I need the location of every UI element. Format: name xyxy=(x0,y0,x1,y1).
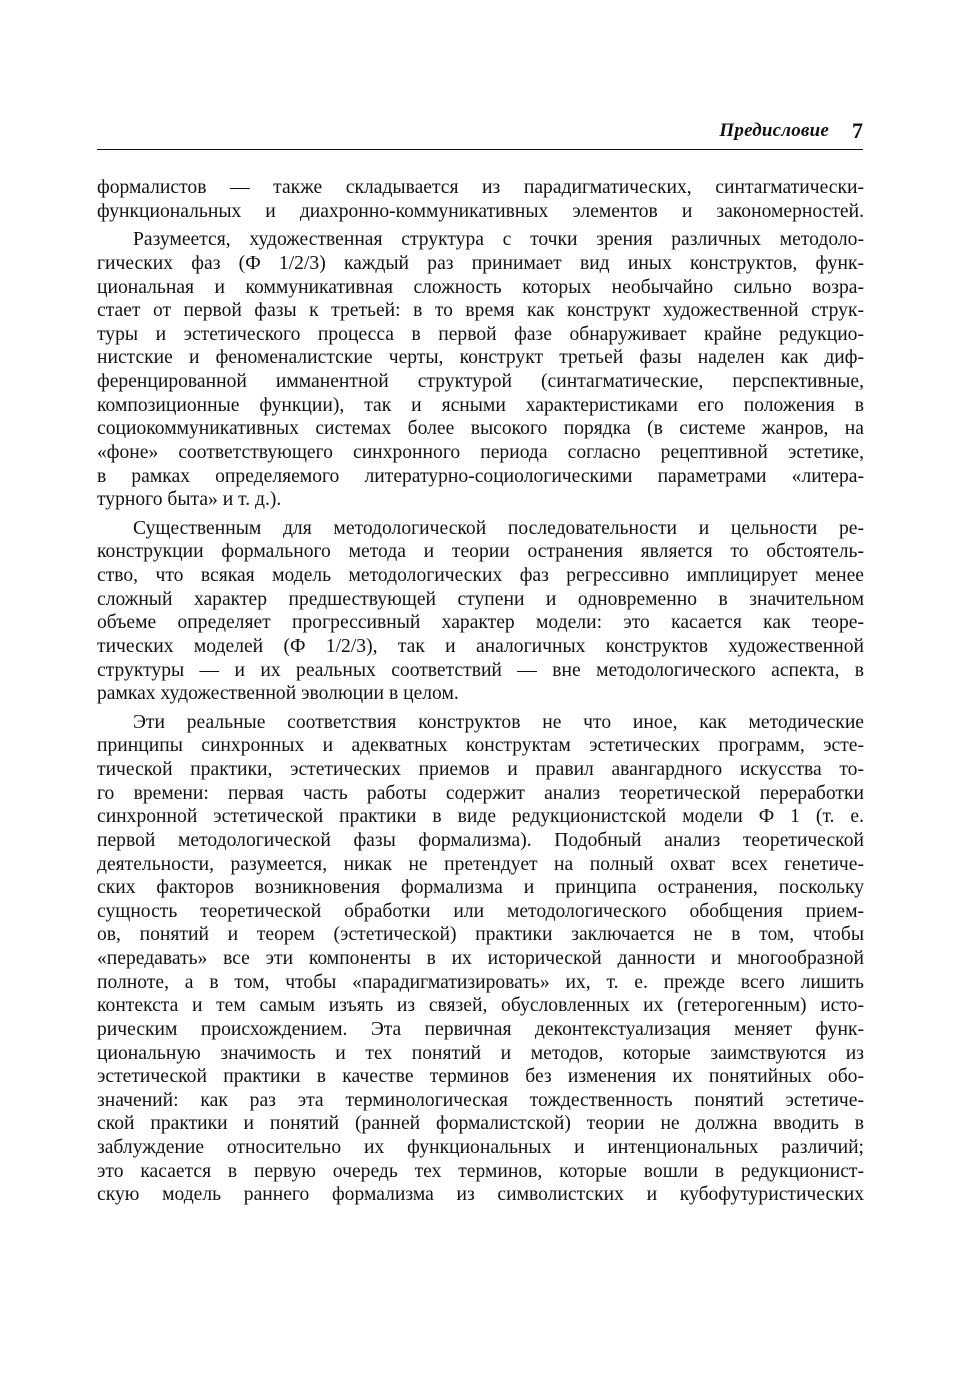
text-line: принципы синхронных и адекватных конструктам эстетических программ, эсте- xyxy=(97,735,864,757)
text-line: композиционные функции), так и ясными характеристиками его положения в xyxy=(97,394,864,416)
text-line: Эти реальные соответствия конструктов не что иное, как методические xyxy=(133,711,864,733)
text-line: деятельности, разумеется, никак не претендует на полный охват всех генетиче- xyxy=(97,853,864,875)
text-line: рамках художественной эволюции в целом. xyxy=(97,683,459,705)
text-line: сложный характер предшествующей ступени и одновременно в значительном xyxy=(97,588,864,610)
text-line: контекста и тем самым изъять из связей, обусловленных их (гетерогенным) исто- xyxy=(97,995,864,1017)
text-line: «передавать» все эти компоненты в их исторической данности и многообразной xyxy=(97,948,864,969)
text-line: рическим происхождением. Эта первичная деконтекстуализация меняет функ- xyxy=(97,1018,864,1040)
running-title: Предисловие xyxy=(719,120,829,141)
text-line: ских факторов возникновения формализма и принципа остранения, поскольку xyxy=(97,877,864,899)
text-line: полноте, а в том, чтобы «парадигматизировать» их, т. е. прежде всего лишить xyxy=(97,971,864,993)
text-line: объеме определяет прогрессивный характер модели: это касается как теоре- xyxy=(97,612,864,634)
text-line: ов, понятий и теорем (эстетической) практики заключается не в том, чтобы xyxy=(97,924,864,946)
text-line: туры и эстетического процесса в первой фазе обнаруживает крайне редукцио- xyxy=(97,323,864,345)
text-line: ство, что всякая модель методологических фаз регрессивно имплицирует менее xyxy=(97,565,864,586)
text-line: эстетической практики в качестве терминов без изменения их понятийных обо- xyxy=(97,1066,864,1088)
text-line: «фоне» соответствующего синхронного периода согласно рецептивной эстетике, xyxy=(97,441,864,463)
text-line: скую модель раннего формализма из символистских и кубофутуристических xyxy=(97,1184,864,1206)
text-line: социокоммуникативных системах более высокого порядка (в системе жанров, на xyxy=(97,418,864,440)
text-line: ференцированной имманентной структурой (синтагматические, перспективные, xyxy=(97,371,864,392)
text-line: первой методологической фазы формализма). Подобный анализ теоретической xyxy=(97,829,864,851)
text-line: в рамках определяемого литературно-социологическими параметрами «литера- xyxy=(97,465,864,487)
text-line: циональная и коммуникативная сложность которых необычайно сильно возра- xyxy=(97,276,864,298)
text-line: турного быта» и т. д.). xyxy=(97,489,282,511)
running-head xyxy=(97,118,863,150)
text-line: заблуждение относительно их функциональных и интенциональных различий; xyxy=(97,1137,864,1158)
text-line: это касается в первую очередь тех терминов, которые вошли в редукционист- xyxy=(97,1160,864,1182)
text-line: функциональных и диахронно-коммуникативных элементов и закономерностей. xyxy=(97,200,864,222)
paragraph xyxy=(97,517,864,706)
text-line: нистские и феноменалистские черты, конструкт третьей фазы наделен как диф- xyxy=(97,347,864,369)
text-line: ской практики и понятий (ранней формалистской) теории не должна вводить в xyxy=(97,1113,864,1135)
text-line: сущность теоретической обработки или методологического обобщения прием- xyxy=(97,900,864,922)
text-line: стает от первой фазы к третьей: в то время как конструкт художественной струк- xyxy=(97,300,864,322)
text-line: тических моделей (Ф 1/2/3), так и аналогичных конструктов художественной xyxy=(97,635,864,657)
text-line: структуры — и их реальных соответствий — вне методологического аспекта, в xyxy=(97,659,864,681)
paragraph-continuation xyxy=(97,176,864,223)
text-line: конструкции формального метода и теории остранения является то обстоятель- xyxy=(97,541,864,563)
text-line: значений: как раз эта терминологическая тождественность понятий эстетиче- xyxy=(97,1089,864,1111)
page-number: 7 xyxy=(852,118,863,143)
text-line: гических фаз (Ф 1/2/3) каждый раз принимает вид иных конструктов, функ- xyxy=(97,252,864,274)
text-line: тической практики, эстетических приемов и правил авангардного искусства то- xyxy=(97,759,864,780)
text-line: синхронной эстетической практики в виде редукционистской модели Ф 1 (т. е. xyxy=(97,806,864,828)
text-line: циональную значимость и тех понятий и методов, которые заимствуются из xyxy=(97,1042,864,1064)
paragraph xyxy=(97,711,864,1207)
paragraph xyxy=(97,228,864,512)
body-text xyxy=(97,176,864,1207)
text-line: Разумеется, художественная структура с точки зрения различных методоло- xyxy=(133,229,864,251)
text-line: го времени: первая часть работы содержит анализ теоретической переработки xyxy=(97,782,864,804)
text-line: Существенным для методологической последовательности и цельности ре- xyxy=(133,517,864,539)
text-line: формалистов — также складывается из парадигматических, синтагматически- xyxy=(97,177,864,198)
